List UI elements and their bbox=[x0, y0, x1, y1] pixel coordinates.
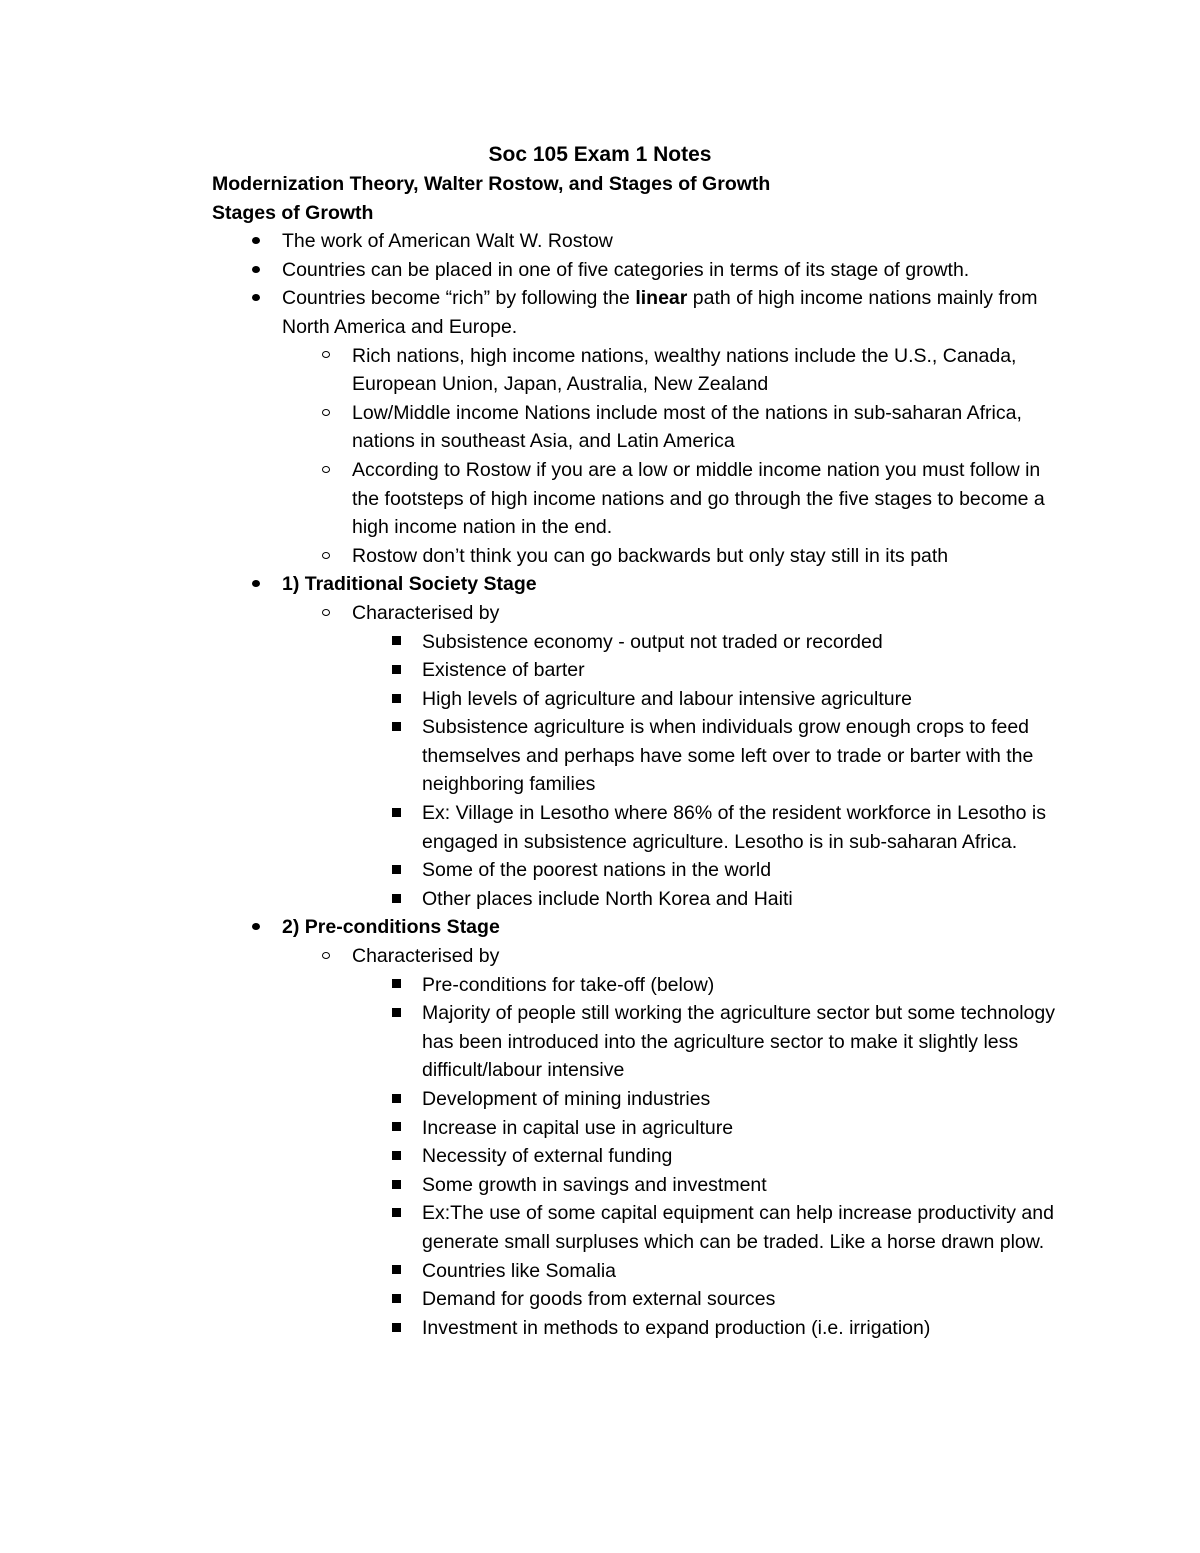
detail-list-item bbox=[212, 628, 1062, 657]
bullet-square-icon bbox=[386, 628, 406, 657]
sub-list-item-text: Rich nations, high income nations, wealthy nations include the U.S., Canada, European Union, Japan, Australia, New Zealand bbox=[352, 344, 1017, 396]
bullet-square-icon bbox=[386, 885, 406, 914]
bullet-circle-icon bbox=[316, 542, 336, 571]
bullet-dot-icon bbox=[246, 227, 266, 256]
detail-list-item-text: Pre-conditions for take-off (below) bbox=[422, 973, 715, 996]
list-item-text bbox=[282, 287, 1037, 338]
sub-list-item-text: Characterised by bbox=[352, 945, 500, 968]
list-item-text: The work of American Walt W. Rostow bbox=[282, 230, 613, 253]
bullet-dot-icon bbox=[246, 256, 266, 285]
detail-list-item bbox=[212, 1085, 1062, 1114]
bullet-square-icon bbox=[386, 999, 406, 1028]
bullet-square-icon bbox=[386, 971, 406, 1000]
detail-list-item-text: Ex:The use of some capital equipment can help increase productivity and generate small surpluses which can be traded. Like a horse drawn plow. bbox=[422, 1202, 1054, 1253]
bullet-square-icon bbox=[386, 685, 406, 714]
detail-list-item-text: Some of the poorest nations in the world bbox=[422, 859, 772, 882]
bullet-square-icon bbox=[386, 1114, 406, 1143]
detail-list-item bbox=[212, 799, 1062, 856]
detail-list-item bbox=[212, 1114, 1062, 1143]
bullet-square-icon bbox=[386, 1285, 406, 1314]
list-item bbox=[212, 284, 1062, 570]
detail-list-item-text: Other places include North Korea and Haiti bbox=[422, 887, 793, 910]
sub-list-item-text: Characterised by bbox=[352, 601, 500, 624]
bullet-square-icon bbox=[386, 799, 406, 828]
detail-list-item-text: Necessity of external funding bbox=[422, 1145, 673, 1168]
bullet-list-intro bbox=[212, 227, 1062, 1342]
bullet-square-icon bbox=[386, 1142, 406, 1171]
stage-2-title: 2) Pre-conditions Stage bbox=[282, 916, 500, 939]
detail-list-item bbox=[212, 1142, 1062, 1171]
sub-list-stage-2 bbox=[212, 942, 1062, 1342]
sub-list-item-text: Rostow don’t think you can go backwards but only stay still in its path bbox=[352, 544, 949, 567]
detail-list-item bbox=[212, 1171, 1062, 1200]
section-heading-modernization: Modernization Theory, Walter Rostow, and Stages of Growth bbox=[212, 173, 771, 195]
sub-list-item bbox=[212, 342, 1062, 399]
stage-1-title: 1) Traditional Society Stage bbox=[282, 573, 537, 596]
bullet-circle-icon bbox=[316, 456, 336, 485]
section-heading-stages: Stages of Growth bbox=[212, 201, 374, 224]
sub-list-item bbox=[212, 542, 1062, 571]
detail-list-item bbox=[212, 1314, 1062, 1343]
detail-list-item bbox=[212, 971, 1062, 1000]
detail-list-item-text: Majority of people still working the agriculture sector but some technology has been introduced into the agriculture sector to make it slightly less difficult/labour intensive bbox=[422, 1002, 1055, 1082]
list-item-text: Countries can be placed in one of five categories in terms of its stage of growth. bbox=[282, 258, 970, 281]
detail-list-item bbox=[212, 1199, 1062, 1256]
sub-list-item bbox=[212, 456, 1062, 542]
detail-list-item bbox=[212, 656, 1062, 685]
detail-list-item-text: Subsistence economy - output not traded or recorded bbox=[422, 630, 883, 653]
detail-list-item-text: Development of mining industries bbox=[422, 1088, 711, 1110]
sub-list-item bbox=[212, 599, 1062, 914]
list-item-stage-1 bbox=[212, 570, 1062, 913]
detail-list-item-text: Demand for goods from external sources bbox=[422, 1288, 776, 1311]
detail-list-item-text: High levels of agriculture and labour intensive agriculture bbox=[422, 687, 912, 710]
bullet-square-icon bbox=[386, 1199, 406, 1228]
bullet-square-icon bbox=[386, 1257, 406, 1286]
detail-list-item-text: Increase in capital use in agriculture bbox=[422, 1116, 734, 1139]
list-item-stage-2 bbox=[212, 913, 1062, 1342]
detail-list-item-text: Investment in methods to expand production (i.e. irrigation) bbox=[422, 1316, 931, 1339]
bullet-dot-icon bbox=[246, 570, 266, 599]
bullet-dot-icon bbox=[246, 284, 266, 313]
bullet-circle-icon bbox=[316, 399, 336, 428]
detail-list-stage-2 bbox=[212, 971, 1062, 1343]
bullet-circle-icon bbox=[316, 942, 336, 971]
bullet-circle-icon bbox=[316, 599, 336, 628]
list-item bbox=[212, 227, 1062, 256]
detail-list-item bbox=[212, 999, 1062, 1085]
sub-list-item bbox=[212, 942, 1062, 1342]
detail-list-item bbox=[212, 1257, 1062, 1286]
detail-list-item bbox=[212, 685, 1062, 714]
text-run: path of high income nations mainly from North America and Europe. bbox=[282, 287, 1038, 338]
detail-list-item-text: Subsistence agriculture is when individuals grow enough crops to feed themselves and perhaps have some left over to trade or barter with the neighboring families bbox=[422, 716, 1034, 796]
sub-list-item bbox=[212, 399, 1062, 456]
bullet-dot-icon bbox=[246, 913, 266, 942]
bullet-square-icon bbox=[386, 713, 406, 742]
detail-list-item-text: Some growth in savings and investment bbox=[422, 1173, 767, 1196]
bullet-circle-icon bbox=[316, 342, 336, 371]
detail-list-item bbox=[212, 885, 1062, 914]
bold-text: linear bbox=[635, 287, 688, 310]
document-title: Soc 105 Exam 1 Notes bbox=[488, 143, 712, 166]
bullet-square-icon bbox=[386, 856, 406, 885]
document-content bbox=[212, 170, 1062, 1342]
detail-list-item bbox=[212, 1285, 1062, 1314]
detail-list-item-text: Ex: Village in Lesotho where 86% of the resident workforce in Lesotho is engaged in subsistence agriculture. Lesotho is in sub-saharan Africa. bbox=[422, 802, 1046, 853]
sub-list-item-text: According to Rostow if you are a low or middle income nation you must follow in the footsteps of high income nations and go through the five stages to become a high income nation in the end. bbox=[352, 458, 1045, 539]
bullet-square-icon bbox=[386, 1314, 406, 1343]
detail-list-item-text: Existence of barter bbox=[422, 659, 585, 682]
sub-list-stage-1 bbox=[212, 599, 1062, 914]
bullet-square-icon bbox=[386, 1085, 406, 1114]
sub-list-intro bbox=[212, 342, 1062, 571]
sub-list-item-text: Low/Middle income Nations include most of the nations in sub-saharan Africa, nations in southeast Asia, and Latin America bbox=[352, 401, 1022, 453]
detail-list-item-text: Countries like Somalia bbox=[422, 1259, 617, 1282]
text-run: Countries become “rich” by following the bbox=[282, 287, 636, 310]
detail-list-item bbox=[212, 713, 1062, 799]
list-item bbox=[212, 256, 1062, 285]
bullet-square-icon bbox=[386, 1171, 406, 1200]
bullet-square-icon bbox=[386, 656, 406, 685]
detail-list-item bbox=[212, 856, 1062, 885]
detail-list-stage-1 bbox=[212, 628, 1062, 914]
